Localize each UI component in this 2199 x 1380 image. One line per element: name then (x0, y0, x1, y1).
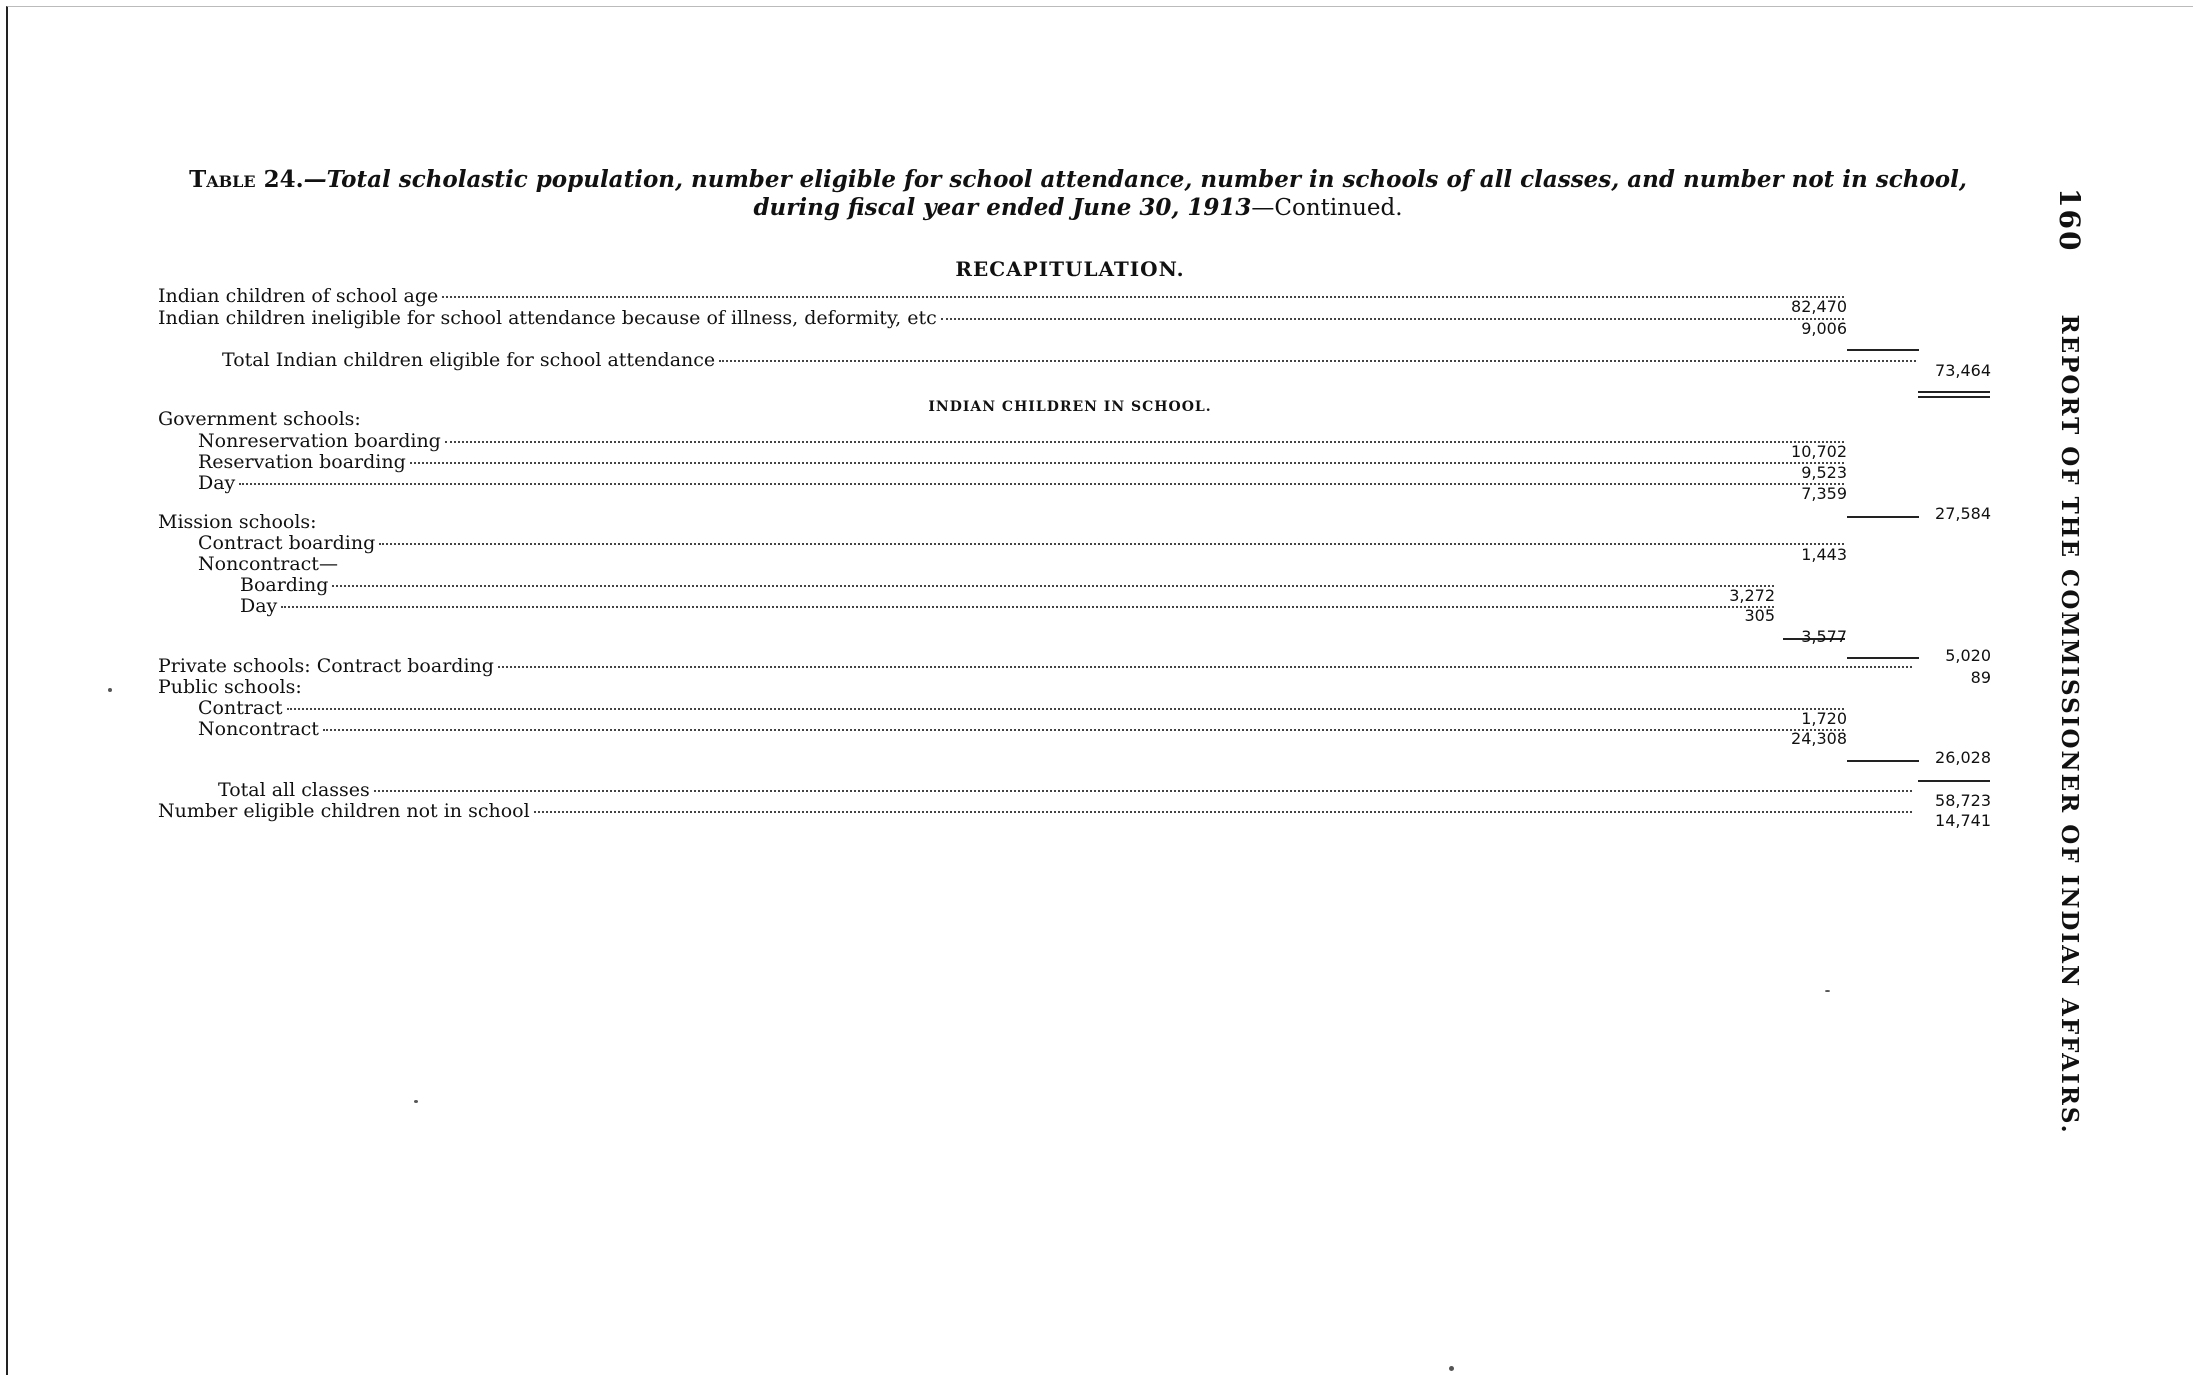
scan-speck (1825, 990, 1830, 992)
row-public-contract (198, 697, 1850, 719)
row-label: Indian children ineligible for school attendance because of illness, deformity, etc (158, 307, 937, 329)
row-label: Contract boarding (198, 532, 376, 554)
running-header (2050, 188, 2086, 1148)
row-nonreservation-boarding (198, 430, 1850, 452)
value-reservation-boarding: 9,523 (1801, 463, 1847, 482)
group-public-schools: Public schools: (158, 676, 302, 698)
running-title: REPORT OF THE COMMISSIONER OF INDIAN AFFAIRS. (2056, 314, 2083, 1135)
value-not-in-school: 14,741 (1935, 811, 1991, 830)
row-label: Noncontract (198, 718, 319, 740)
row-label: Boarding (240, 574, 329, 596)
group-government-schools: Government schools: (158, 408, 361, 430)
row-label: Day (240, 595, 278, 617)
group-mission-schools: Mission schools: (158, 511, 317, 533)
row-ineligible (158, 307, 1850, 329)
indian-children-in-school-heading: INDIAN CHILDREN IN SCHOOL. (928, 399, 1212, 415)
leader-dots (445, 441, 1844, 443)
leader-dots (374, 790, 1912, 792)
scan-speck (108, 688, 112, 692)
leader-dots (534, 811, 1912, 813)
leader-dots (332, 585, 1774, 587)
value-government-total: 27,584 (1935, 504, 1991, 523)
value-public-noncontract: 24,308 (1791, 729, 1847, 748)
table-title (158, 166, 1998, 222)
row-contract-boarding (198, 532, 1850, 554)
value-public-contract: 1,720 (1801, 709, 1847, 728)
leader-dots (239, 483, 1844, 485)
row-total-all-classes (218, 779, 1918, 801)
recapitulation-heading: RECAPITULATION. (955, 257, 1185, 281)
leader-dots (498, 666, 1912, 668)
row-label: Reservation boarding (198, 451, 406, 473)
row-private-schools (158, 655, 1918, 677)
group-noncontract: Noncontract— (198, 553, 338, 575)
row-label: Number eligible children not in school (158, 800, 530, 822)
leader-dots (323, 729, 1844, 731)
value-noncontract-boarding: 3,272 (1729, 586, 1775, 605)
row-school-age (158, 285, 1850, 307)
scan-speck (414, 1100, 418, 1103)
leader-dots (281, 606, 1774, 608)
row-public-noncontract (198, 718, 1850, 740)
table-caption: —Total scholastic population, number eligible for school attendance, number in schools of all classes, and number not in school, during fiscal year ended June 30, 1913 (303, 166, 1967, 221)
row-label: Contract (198, 697, 283, 719)
row-label: Day (198, 472, 236, 494)
value-government-day: 7,359 (1801, 484, 1847, 503)
row-noncontract-boarding (240, 574, 1780, 596)
row-reservation-boarding (198, 451, 1850, 473)
leader-dots (410, 462, 1844, 464)
value-mission-total: 5,020 (1945, 646, 1991, 665)
row-label: Total Indian children eligible for school attendance (222, 349, 716, 371)
table-caption-continued: —Continued. (1251, 195, 1403, 221)
leader-dots (941, 318, 1844, 320)
double-rule-top (1918, 391, 1990, 393)
value-ineligible: 9,006 (1801, 319, 1847, 338)
row-noncontract-day (240, 595, 1780, 617)
value-contract-boarding: 1,443 (1801, 545, 1847, 564)
value-noncontract-day: 305 (1744, 606, 1775, 625)
double-rule-bottom (1918, 396, 1990, 398)
leader-dots (442, 296, 1844, 298)
table-number: Table 24. (189, 166, 304, 193)
value-school-age: 82,470 (1791, 297, 1847, 316)
sum-rule (1918, 780, 1990, 782)
row-government-day (198, 472, 1850, 494)
row-label: Nonreservation boarding (198, 430, 441, 452)
row-not-in-school (158, 800, 1918, 822)
row-label: Private schools: Contract boarding (158, 655, 494, 677)
leader-dots (719, 360, 1916, 362)
leader-dots (379, 543, 1844, 545)
leader-dots (287, 708, 1844, 710)
row-total-eligible (222, 349, 1922, 371)
value-total-eligible: 73,464 (1935, 361, 1991, 380)
row-label: Total all classes (218, 779, 370, 801)
row-label: Indian children of school age (158, 285, 439, 307)
value-private-schools: 89 (1970, 668, 1991, 687)
value-total-all-classes: 58,723 (1935, 791, 1991, 810)
value-nonreservation-boarding: 10,702 (1791, 442, 1847, 461)
value-public-total: 26,028 (1935, 748, 1991, 767)
page-number: 160 (2053, 188, 2086, 253)
value-noncontract-total: 3,577 (1801, 627, 1847, 646)
scan-speck (1449, 1366, 1454, 1371)
